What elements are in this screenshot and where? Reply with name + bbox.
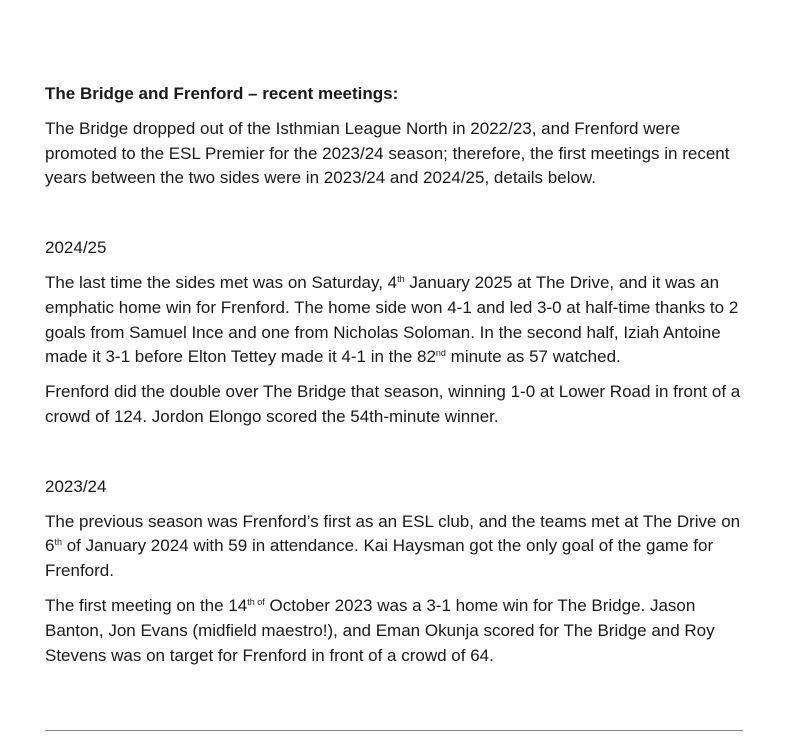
intro-paragraph: The Bridge dropped out of the Isthmian League North in 2022/23, and Frenford were promoted to the ESL Premier for the 2023/24 season; therefore, the first meetings in recent years between the two sides were in 2023/24 and 2024/25, details below.: [45, 118, 730, 188]
spacer: [45, 201, 745, 236]
season-title-2024-25: 2024/25: [45, 238, 107, 258]
season-title-2023-24: 2023/24: [45, 476, 107, 496]
paragraph-2024-25-double: Frenford did the double over The Bridge that season, winning 1-0 at Lower Road in front of a crowd of 124. Jordon Elongo scored the 54th-minute winner.: [45, 382, 741, 426]
spacer: [45, 440, 745, 475]
article-body: [45, 82, 745, 678]
text-segment: The previous season was Frenford’s first as an ESL club, and the teams met at The Drive on 6: [45, 511, 741, 556]
divider: [45, 730, 743, 731]
text-segment: January 2025 at The Drive, and it was an emphatic home win for Frenford. The home side won 4-1 and led 3-0 at half-time thanks to 2 goals from Samuel Ince and one from Nicholas Soloman. In the second half, Iziah Antoine made it 3-1 before Elton Tettey made it 4-1 in the 82: [45, 272, 739, 367]
text-segment: October 2023 was a 3-1 home win for The Bridge. Jason Banton, Jon Evans (midfield maestro!), and Eman Okunja scored for The Bridge and Roy Stevens was on target for Frenford in front of a crowd of 64.: [45, 595, 715, 665]
text-segment: minute as 57 watched.: [445, 347, 621, 367]
ordinal-suffix: th: [54, 537, 62, 548]
paragraph-2023-24-october: [45, 594, 745, 668]
ordinal-suffix: th: [397, 273, 405, 284]
ordinal-suffix: th of: [247, 596, 265, 607]
paragraph-2024-25-match-report: [45, 271, 745, 370]
ordinal-suffix: nd: [435, 348, 446, 359]
text-segment: The last time the sides met was on Saturday, 4: [45, 272, 398, 292]
paragraph-2023-24-january: [45, 510, 745, 584]
text-segment: of January 2024 with 59 in attendance. Kai Haysman got the only goal of the game for Frenford.: [45, 536, 714, 581]
section-heading: The Bridge and Frenford – recent meetings:: [45, 84, 399, 103]
text-segment: The first meeting on the 14: [45, 595, 248, 615]
